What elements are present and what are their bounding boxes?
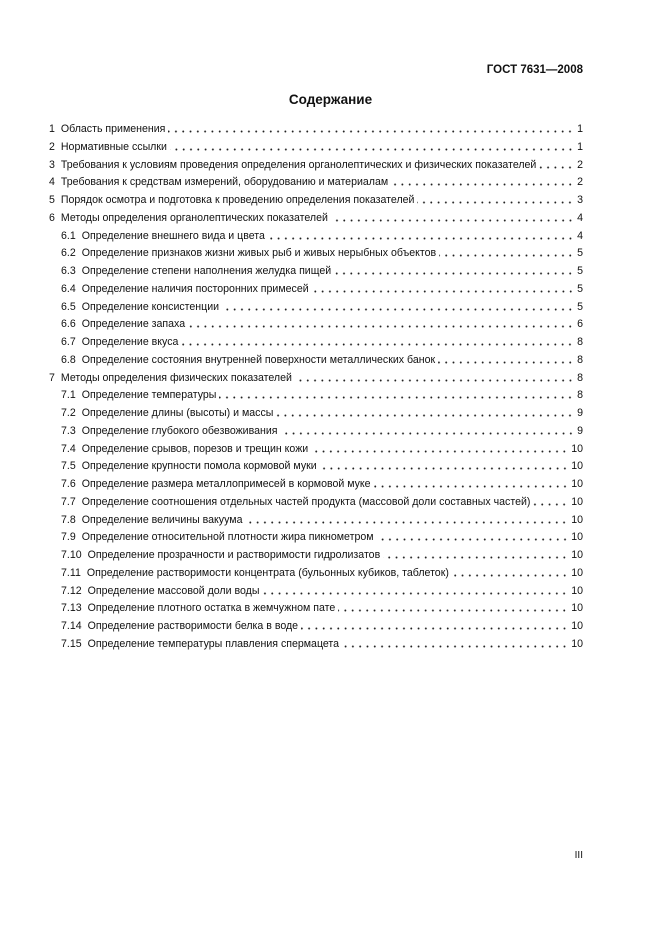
- toc-entry-title: Определение массовой доли воды: [87, 584, 260, 597]
- toc-entry-number: 7.12: [61, 584, 82, 597]
- dot-leader: [170, 141, 574, 151]
- toc-entry-number: 7.1: [61, 389, 76, 402]
- toc-entry[interactable]: [49, 352, 583, 370]
- toc-entry[interactable]: [49, 210, 583, 228]
- toc-entry-number: 7.8: [61, 513, 76, 526]
- toc-entry-number: 7.13: [61, 602, 82, 615]
- toc-entry[interactable]: [49, 636, 583, 654]
- dot-leader: [268, 230, 574, 240]
- dot-leader: [374, 478, 569, 488]
- toc-entry-number: 6.4: [61, 282, 76, 295]
- toc-entry[interactable]: [49, 494, 583, 512]
- toc-entry-number: 7.15: [61, 637, 82, 650]
- toc-entry[interactable]: [49, 547, 583, 565]
- dot-leader: [295, 372, 574, 382]
- toc-entry-page: 10: [571, 495, 583, 508]
- toc-entry-number: 6.7: [61, 336, 76, 348]
- toc-entry[interactable]: [49, 316, 583, 334]
- dot-leader: [301, 620, 568, 630]
- toc-entry-page: 2: [577, 176, 583, 189]
- toc-entry-title: Определение растворимости белка в воде: [87, 620, 299, 632]
- toc-entry[interactable]: [49, 157, 583, 175]
- toc-entry-page: 5: [577, 265, 583, 277]
- dot-leader: [245, 514, 568, 524]
- toc-entry-page: 6: [577, 318, 583, 331]
- dot-leader: [219, 389, 574, 399]
- dot-leader: [377, 531, 569, 541]
- toc-entry-number: 7.11: [61, 566, 81, 579]
- toc-entry-page: 4: [577, 211, 583, 224]
- toc-entry-page: 5: [577, 282, 583, 295]
- toc-entry-title: Определение температуры: [81, 389, 217, 402]
- toc-entry-title: Порядок осмотра и подготовка к проведению определения показателей: [60, 194, 415, 206]
- toc-entry-title: Требования к средствам измерений, оборудованию и материалам: [60, 176, 389, 189]
- toc-entry-title: Определение срывов, порезов и трещин кожи: [81, 442, 309, 455]
- toc-entry-title: Определение размера металлопримесей в кормовой муке: [81, 478, 371, 490]
- toc-entry-number: 6.8: [61, 353, 76, 366]
- toc-entry[interactable]: [49, 583, 583, 601]
- table-of-contents: [49, 121, 583, 654]
- page-title: Содержание: [288, 92, 373, 107]
- toc-entry-page: 10: [571, 584, 583, 597]
- toc-entry-title: Определение состояния внутренней поверхности металлических банок: [81, 353, 436, 366]
- toc-entry-title: Определение плотного остатка в жемчужном пате: [87, 602, 336, 615]
- dot-leader: [439, 247, 574, 257]
- dot-leader: [168, 123, 574, 133]
- toc-entry-number: 7.14: [61, 620, 82, 632]
- toc-entry[interactable]: [49, 228, 583, 246]
- toc-entry-page: 10: [571, 637, 583, 650]
- toc-entry[interactable]: [49, 174, 583, 192]
- toc-entry-title: Методы определения физических показателей: [60, 371, 292, 384]
- toc-entry[interactable]: [49, 334, 583, 352]
- dot-leader: [311, 443, 568, 453]
- dot-leader: [533, 496, 568, 506]
- dot-leader: [539, 159, 574, 169]
- toc-entry-title: Определение относительной плотности жира пикнометром: [81, 531, 374, 544]
- toc-entry[interactable]: [49, 565, 583, 583]
- toc-entry-page: 10: [571, 566, 583, 579]
- toc-entry-title: Требования к условиям проведения определения органолептических и физических показателей: [60, 158, 537, 171]
- toc-entry-number: 2: [49, 140, 55, 153]
- toc-entry-number: 6.6: [61, 318, 76, 331]
- toc-entry-page: 5: [577, 247, 583, 260]
- toc-entry-number: 7.6: [61, 478, 76, 490]
- toc-entry[interactable]: [49, 245, 583, 263]
- dot-leader: [331, 212, 574, 222]
- toc-entry-number: 6.1: [61, 229, 76, 242]
- toc-entry[interactable]: [49, 618, 583, 636]
- dot-leader: [452, 567, 568, 577]
- toc-entry-page: 9: [577, 407, 583, 419]
- toc-entry-number: 4: [49, 176, 55, 189]
- toc-entry-number: 7.7: [61, 495, 76, 508]
- toc-entry-title: Определение прозрачности и растворимости гидролизатов: [87, 549, 381, 561]
- toc-entry-page: 8: [577, 389, 583, 402]
- toc-entry-page: 1: [577, 123, 583, 135]
- toc-entry[interactable]: [49, 441, 583, 459]
- toc-entry[interactable]: [49, 405, 583, 423]
- toc-entry-number: 7.3: [61, 424, 76, 437]
- toc-entry-title: Определение внешнего вида и цвета: [81, 229, 265, 242]
- toc-entry-number: 5: [49, 194, 55, 206]
- dot-leader: [320, 460, 569, 470]
- dot-leader: [334, 265, 574, 275]
- toc-entry-number: 7.9: [61, 531, 76, 544]
- toc-entry-title: Определение температуры плавления спермацета: [87, 637, 340, 650]
- toc-entry[interactable]: [49, 299, 583, 317]
- dot-leader: [262, 585, 568, 595]
- toc-entry-title: Область применения: [60, 123, 166, 135]
- toc-entry-page: 10: [571, 460, 583, 473]
- toc-entry-page: 5: [577, 300, 583, 313]
- toc-entry-number: 6.5: [61, 300, 76, 313]
- dot-leader: [438, 354, 574, 364]
- toc-entry-page: 8: [577, 336, 583, 348]
- toc-entry-number: 7: [49, 371, 55, 384]
- page-number: III: [574, 850, 583, 861]
- toc-entry-page: 3: [577, 194, 583, 206]
- toc-entry[interactable]: [49, 458, 583, 476]
- toc-entry-number: 1: [49, 123, 55, 135]
- toc-entry[interactable]: [49, 121, 583, 139]
- dot-leader: [338, 602, 568, 612]
- toc-entry-title: Определение соотношения отдельных частей продукта (массовой доли составных частей): [81, 495, 531, 508]
- toc-entry[interactable]: [49, 512, 583, 530]
- toc-entry-title: Определение вкуса: [81, 336, 179, 348]
- toc-entry[interactable]: [49, 281, 583, 299]
- toc-entry-number: 3: [49, 158, 55, 171]
- toc-entry-number: 6.2: [61, 247, 76, 260]
- dot-leader: [312, 283, 574, 293]
- toc-entry[interactable]: [49, 600, 583, 618]
- toc-entry-title: Определение признаков жизни живых рыб и живых нерыбных объектов: [81, 247, 437, 260]
- toc-entry[interactable]: [49, 263, 583, 281]
- toc-entry-number: 6.3: [61, 265, 76, 277]
- toc-entry[interactable]: [49, 529, 583, 547]
- dot-leader: [181, 336, 574, 346]
- toc-entry-page: 10: [571, 442, 583, 455]
- toc-entry-page: 10: [571, 620, 583, 632]
- toc-entry-number: 7.2: [61, 407, 76, 419]
- toc-entry-page: 9: [577, 424, 583, 437]
- toc-entry-title: Определение наличия посторонних примесей: [81, 282, 309, 295]
- toc-entry-page: 10: [571, 513, 583, 526]
- toc-entry-page: 10: [571, 531, 583, 544]
- dot-leader: [342, 638, 568, 648]
- toc-entry-page: 10: [571, 478, 583, 490]
- dot-leader: [276, 407, 574, 417]
- toc-entry[interactable]: [49, 476, 583, 494]
- toc-entry-title: Определение крупности помола кормовой муки: [81, 460, 317, 473]
- toc-entry-title: Определение величины вакуума: [81, 513, 243, 526]
- standard-designation: ГОСТ 7631—2008: [486, 64, 583, 76]
- toc-entry[interactable]: [49, 423, 583, 441]
- toc-entry-page: 10: [571, 549, 583, 561]
- toc-entry-title: Определение консистенции: [81, 300, 220, 313]
- toc-entry-page: 8: [577, 353, 583, 366]
- toc-entry-number: 7.5: [61, 460, 76, 473]
- toc-entry-title: Определение глубокого обезвоживания: [81, 424, 278, 437]
- toc-entry-number: 6: [49, 211, 55, 224]
- toc-entry[interactable]: [49, 387, 583, 405]
- toc-entry-title: Методы определения органолептических показателей: [60, 211, 328, 224]
- toc-entry-title: Нормативные ссылки: [60, 140, 167, 153]
- toc-entry-page: 1: [577, 140, 583, 153]
- toc-entry-number: 7.10: [61, 549, 82, 561]
- toc-entry[interactable]: [49, 192, 583, 210]
- toc-entry[interactable]: [49, 139, 583, 157]
- toc-entry-number: 7.4: [61, 442, 76, 455]
- dot-leader: [417, 194, 574, 204]
- dot-leader: [281, 425, 574, 435]
- toc-entry-page: 10: [571, 602, 583, 615]
- toc-entry-title: Определение растворимости концентрата (бульонных кубиков, таблеток): [86, 566, 449, 579]
- toc-entry-page: 8: [577, 371, 583, 384]
- toc-entry-page: 2: [577, 158, 583, 171]
- toc-entry-page: 4: [577, 229, 583, 242]
- toc-entry-title: Определение степени наполнения желудка пищей: [81, 265, 332, 277]
- toc-entry[interactable]: [49, 370, 583, 388]
- toc-entry-title: Определение запаха: [81, 318, 186, 331]
- dot-leader: [391, 176, 574, 186]
- dot-leader: [222, 301, 574, 311]
- dot-leader: [188, 318, 574, 328]
- toc-entry-title: Определение длины (высоты) и массы: [81, 407, 274, 419]
- dot-leader: [383, 549, 568, 559]
